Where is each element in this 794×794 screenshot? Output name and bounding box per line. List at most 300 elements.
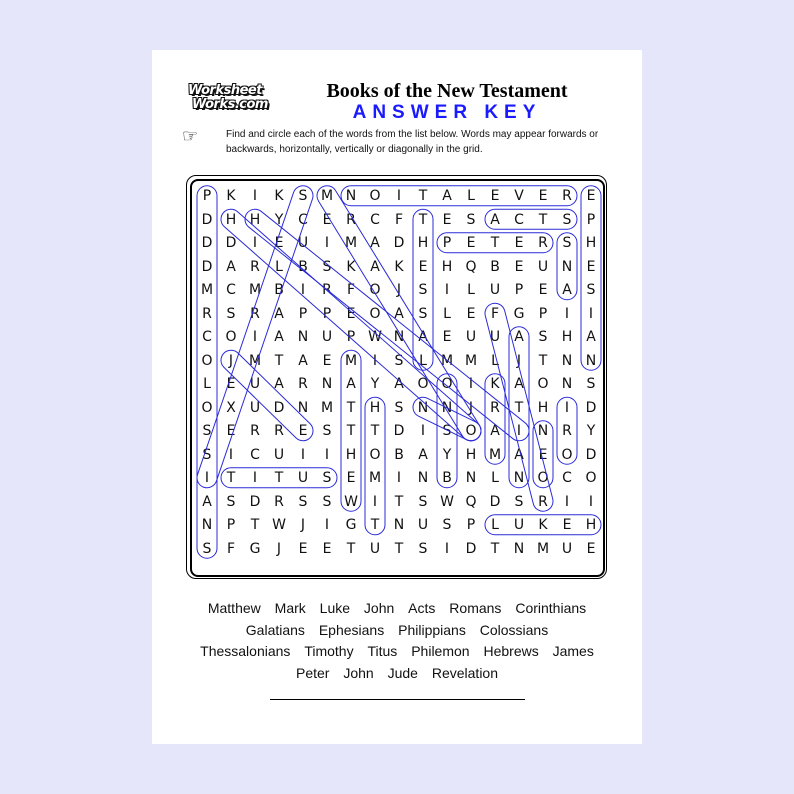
grid-cell: E <box>418 258 428 275</box>
grid-cell: A <box>490 423 500 439</box>
grid-cell: S <box>202 423 212 439</box>
grid-cell: R <box>298 376 308 392</box>
grid-cell: Y <box>442 446 452 463</box>
grid-cell: N <box>441 399 453 416</box>
grid-cell: X <box>226 399 236 416</box>
grid-cell: C <box>370 211 380 228</box>
grid-cell: S <box>466 211 476 228</box>
grid-cell: K <box>274 188 284 204</box>
grid-cell: U <box>297 470 309 486</box>
grid-cell: E <box>586 258 596 275</box>
grid-cell: I <box>372 352 378 369</box>
grid-cell: I <box>444 540 450 557</box>
grid-cell: T <box>394 540 404 557</box>
grid-cell: J <box>300 517 306 533</box>
grid-cell: L <box>467 188 475 204</box>
grid-cell: U <box>321 329 333 345</box>
logo-line-1: Worksheet <box>188 83 262 98</box>
word-list-item: Ephesians <box>318 621 385 638</box>
grid-cell: I <box>252 329 258 345</box>
grid-cell: E <box>346 470 356 486</box>
grid-cell: D <box>489 493 501 510</box>
grid-cell: R <box>562 423 572 439</box>
grid-cell: I <box>588 493 594 510</box>
grid-cell: R <box>250 423 260 439</box>
grid-cell: T <box>226 470 236 486</box>
grid-cell: D <box>273 399 285 416</box>
grid-cell: R <box>538 235 548 251</box>
grid-cell: S <box>202 446 212 463</box>
grid-cell: E <box>322 211 332 228</box>
grid-cell: L <box>491 352 499 369</box>
grid-cell: O <box>537 470 549 486</box>
grid-cell: O <box>441 376 453 392</box>
grid-cell: A <box>346 376 356 392</box>
grid-cell: Y <box>586 423 596 439</box>
grid-cell: T <box>250 517 260 533</box>
word-list-item: James <box>552 643 594 660</box>
grid-cell: H <box>585 517 597 533</box>
logo-line-2: Works.com <box>192 97 268 112</box>
grid-cell: U <box>249 399 261 416</box>
grid-cell: N <box>513 470 525 486</box>
grid-cell: E <box>490 188 500 204</box>
grid-cell: A <box>370 235 380 251</box>
word-list-item: Colossians <box>479 621 549 638</box>
grid-cell: P <box>586 211 596 228</box>
grid-cell: E <box>298 540 308 557</box>
grid-cell: F <box>226 540 236 557</box>
grid-cell: M <box>248 282 262 298</box>
word-list-item: John <box>363 600 395 616</box>
word-list-item: Peter <box>295 665 330 682</box>
grid-cell: W <box>440 493 454 510</box>
grid-cell: S <box>418 493 428 510</box>
grid-cell: O <box>369 282 381 298</box>
grid-cell: W <box>344 493 358 510</box>
grid-cell: H <box>585 235 597 251</box>
grid-cell: I <box>204 470 210 486</box>
grid-cell: T <box>274 352 284 369</box>
grid-cell: R <box>274 493 284 510</box>
grid-cell: E <box>514 235 524 251</box>
grid-cell: E <box>586 188 596 204</box>
grid-cell: N <box>393 517 405 533</box>
grid-cell: T <box>538 352 548 369</box>
grid-cell: N <box>417 470 429 486</box>
grid-cell: M <box>536 540 550 557</box>
grid-cell: P <box>466 517 476 533</box>
answer-line <box>270 699 525 700</box>
grid-cell: N <box>561 352 573 369</box>
grid-cell: E <box>226 376 236 392</box>
grid-cell: R <box>562 188 572 204</box>
grid-cell: O <box>201 352 213 369</box>
grid-cell: U <box>297 235 309 251</box>
grid-cell: E <box>466 305 476 322</box>
grid-cell: M <box>200 282 214 298</box>
grid-cell: C <box>514 211 524 228</box>
grid-cell: A <box>370 258 380 275</box>
grid-cell: S <box>202 540 212 557</box>
grid-cell: D <box>393 235 405 251</box>
grid-cell: N <box>201 517 213 533</box>
grid-cell: G <box>345 517 357 533</box>
grid-cell: I <box>324 517 330 533</box>
word-list-item: Acts <box>408 600 436 616</box>
grid-cell: O <box>417 376 429 392</box>
grid-cell: T <box>346 423 356 439</box>
grid-cell: E <box>562 517 572 533</box>
grid-cell: N <box>585 352 597 369</box>
grid-cell: U <box>489 329 501 345</box>
grid-cell: L <box>203 376 211 392</box>
grid-cell: T <box>370 517 380 533</box>
grid-cell: H <box>345 446 357 463</box>
grid-cell: I <box>468 376 474 392</box>
grid-cell: K <box>226 188 236 204</box>
grid-cell: J <box>516 352 522 369</box>
grid-cell: E <box>226 423 236 439</box>
grid-cell: S <box>514 493 524 510</box>
grid-cell: S <box>394 399 404 416</box>
word-list-item: Thessalonians <box>200 643 291 660</box>
grid-cell: I <box>444 282 450 298</box>
grid-cell: U <box>513 517 525 533</box>
word-list-item: Matthew <box>207 600 261 616</box>
word-list-item: Philippians <box>398 621 466 638</box>
grid-cell: O <box>369 446 381 463</box>
grid-cell: O <box>561 446 573 463</box>
grid-cell: P <box>346 329 356 345</box>
grid-cell: S <box>226 493 236 510</box>
grid-cell: E <box>346 305 356 322</box>
grid-cell: Y <box>370 376 380 392</box>
worksheet-page <box>152 50 642 744</box>
grid-cell: O <box>225 329 237 345</box>
grid-cell: R <box>346 211 356 228</box>
grid-cell: I <box>396 470 402 486</box>
grid-cell: O <box>537 376 549 392</box>
grid-cell: D <box>201 258 213 275</box>
word-list-item: Philemon <box>411 643 470 660</box>
grid-cell: I <box>564 493 570 510</box>
grid-cell: D <box>585 446 597 463</box>
grid-cell: A <box>394 376 404 392</box>
grid-cell: E <box>586 540 596 557</box>
grid-cell: E <box>442 329 452 345</box>
grid-cell: I <box>588 305 594 322</box>
grid-cell: I <box>372 493 378 510</box>
grid-cell: I <box>300 446 306 463</box>
grid-cell: T <box>538 211 548 228</box>
grid-cell: T <box>394 493 404 510</box>
grid-cell: I <box>564 399 570 416</box>
grid-cell: R <box>250 305 260 322</box>
grid-cell: T <box>490 540 500 557</box>
grid-cell: E <box>274 235 284 251</box>
grid-cell: A <box>274 305 284 322</box>
grid-cell: D <box>465 540 477 557</box>
word-list-item: Timothy <box>304 643 354 660</box>
grid-cell: R <box>538 493 548 510</box>
grid-cell: S <box>442 517 452 533</box>
grid-cell: M <box>320 188 334 204</box>
grid-cell: D <box>249 493 261 510</box>
grid-cell: P <box>514 282 524 298</box>
grid-cell: N <box>417 399 429 416</box>
grid-cell: D <box>585 399 597 416</box>
grid-cell: A <box>418 329 428 345</box>
grid-cell: K <box>346 258 356 275</box>
grid-cell: E <box>322 352 332 369</box>
grid-cell: Q <box>465 258 477 275</box>
grid-cell: N <box>561 258 573 275</box>
grid-cell: S <box>442 423 452 439</box>
grid-cell: K <box>394 258 404 275</box>
grid-cell: S <box>418 305 428 322</box>
grid-cell: S <box>322 493 332 510</box>
grid-cell: P <box>298 305 308 322</box>
grid-cell: E <box>298 423 308 439</box>
grid-cell: I <box>300 282 306 298</box>
grid-cell: U <box>489 282 501 298</box>
grid-cell: H <box>249 211 261 228</box>
grid-cell: H <box>417 235 429 251</box>
grid-cell: M <box>464 352 478 369</box>
grid-cell: U <box>417 517 429 533</box>
grid-cell: I <box>516 423 522 439</box>
grid-cell: N <box>513 540 525 557</box>
grid-cell: A <box>514 446 524 463</box>
grid-cell: G <box>249 540 261 557</box>
grid-cell: L <box>443 305 451 322</box>
grid-cell: I <box>252 470 258 486</box>
grid-cell: A <box>562 282 572 298</box>
grid-cell: I <box>324 235 330 251</box>
grid-cell: O <box>369 188 381 204</box>
grid-cell: C <box>250 446 260 463</box>
grid-cell: N <box>297 399 309 416</box>
grid-cell: B <box>274 282 284 298</box>
grid-cell: P <box>322 305 332 322</box>
instructions-text: Find and circle each of the words from the list below. Words may appear forwards or backwards, horizontally, vertically or diagonally in the grid. <box>226 129 599 155</box>
grid-cell: N <box>561 376 573 392</box>
grid-cell: A <box>418 446 428 463</box>
grid-cell: U <box>369 540 381 557</box>
answer-key-heading: ANSWER KEY <box>352 102 542 123</box>
word-list-item: Titus <box>367 643 398 660</box>
grid-cell: H <box>561 329 573 345</box>
grid-cell: I <box>228 446 234 463</box>
grid-cell: Y <box>274 211 284 228</box>
grid-cell: J <box>276 540 282 557</box>
grid-cell: E <box>514 258 524 275</box>
grid-cell: M <box>344 235 358 251</box>
grid-cell: L <box>275 258 283 275</box>
grid-cell: I <box>252 188 258 204</box>
page-title: Books of the New Testament <box>326 80 568 102</box>
grid-cell: T <box>274 470 284 486</box>
grid-cell: B <box>442 470 452 486</box>
grid-cell: I <box>420 423 426 439</box>
word-list-item: Galatians <box>245 621 305 638</box>
grid-cell: M <box>320 399 334 416</box>
grid-cell: A <box>298 352 308 369</box>
grid-cell: S <box>322 258 332 275</box>
grid-cell: S <box>298 188 308 204</box>
grid-cell: B <box>298 258 308 275</box>
grid-cell: T <box>418 211 428 228</box>
word-list-item: Hebrews <box>483 643 539 660</box>
grid-cell: J <box>468 399 474 416</box>
grid-cell: A <box>442 188 452 204</box>
grid-cell: B <box>394 446 404 463</box>
grid-cell: R <box>322 282 332 298</box>
grid-cell: N <box>393 329 405 345</box>
grid-cell: U <box>249 376 261 392</box>
grid-cell: O <box>201 399 213 416</box>
grid-cell: A <box>490 211 500 228</box>
grid-cell: S <box>562 211 572 228</box>
grid-cell: S <box>418 540 428 557</box>
grid-cell: T <box>514 399 524 416</box>
grid-cell: H <box>369 399 381 416</box>
grid-cell: C <box>226 282 236 298</box>
grid-cell: D <box>225 235 237 251</box>
grid-cell: E <box>538 282 548 298</box>
grid-cell: O <box>465 423 477 439</box>
word-list-item: Mark <box>274 600 306 616</box>
word-list-item: John <box>343 665 374 682</box>
grid-cell: L <box>419 352 427 369</box>
word-search-grid <box>195 184 603 564</box>
grid-cell: E <box>538 446 548 463</box>
grid-cell: H <box>225 211 237 228</box>
word-list-item: Corinthians <box>515 600 587 616</box>
grid-cell: E <box>322 540 332 557</box>
grid-cell: R <box>274 423 284 439</box>
grid-cell: P <box>442 235 452 251</box>
grid-cell: S <box>298 493 308 510</box>
grid-cell: R <box>490 399 500 416</box>
grid-cell: P <box>226 517 236 533</box>
grid-cell: A <box>514 376 524 392</box>
grid-cell: B <box>490 258 500 275</box>
grid-cell: A <box>514 329 524 345</box>
grid-cell: R <box>250 258 260 275</box>
grid-cell: K <box>490 376 500 392</box>
grid-cell: S <box>394 352 404 369</box>
word-list-item: Jude <box>387 665 418 682</box>
word-list-item: Romans <box>449 600 502 616</box>
grid-cell: S <box>586 282 596 298</box>
word-list-item: Revelation <box>431 665 498 682</box>
grid-cell: A <box>274 329 284 345</box>
grid-cell: C <box>202 329 212 345</box>
worksheetworks-logo <box>186 82 276 124</box>
grid-cell: E <box>442 211 452 228</box>
grid-cell: H <box>465 446 477 463</box>
grid-cell: A <box>226 258 236 275</box>
grid-cell: C <box>562 470 572 486</box>
grid-cell: A <box>274 376 284 392</box>
grid-cell: A <box>586 329 596 345</box>
grid-cell: S <box>538 329 548 345</box>
grid-cell: S <box>562 235 572 251</box>
grid-cell: D <box>201 211 213 228</box>
grid-cell: D <box>393 423 405 439</box>
grid-cell: F <box>346 282 356 298</box>
grid-cell: E <box>538 188 548 204</box>
pointing-hand-icon: ☞ <box>182 126 199 146</box>
grid-cell: J <box>396 282 402 298</box>
grid-cell: S <box>418 282 428 298</box>
grid-cell: R <box>202 305 212 322</box>
grid-cell: T <box>346 399 356 416</box>
grid-cell: U <box>537 258 549 275</box>
grid-cell: L <box>491 470 499 486</box>
word-list <box>172 598 622 685</box>
grid-cell: I <box>396 188 402 204</box>
grid-cell: M <box>368 470 382 486</box>
grid-cell: A <box>394 305 404 322</box>
grid-cell: N <box>537 423 549 439</box>
grid-cell: T <box>346 540 356 557</box>
grid-cell: N <box>321 376 333 392</box>
grid-cell: S <box>322 423 332 439</box>
grid-cell: I <box>324 446 330 463</box>
grid-cell: N <box>297 329 309 345</box>
grid-cell: W <box>272 517 286 533</box>
grid-cell: C <box>298 211 308 228</box>
word-list-item: Luke <box>319 600 351 616</box>
grid-cell: H <box>441 258 453 275</box>
grid-cell: D <box>201 235 213 251</box>
grid-cell: N <box>345 188 357 204</box>
grid-cell: E <box>466 235 476 251</box>
grid-cell: U <box>465 329 477 345</box>
grid-cell: T <box>370 423 380 439</box>
grid-cell: P <box>538 305 548 322</box>
grid-cell: W <box>368 329 382 345</box>
grid-cell: K <box>538 517 548 533</box>
grid-cell: S <box>586 376 596 392</box>
grid-cell: A <box>202 493 212 510</box>
grid-cell: O <box>585 470 597 486</box>
grid-cell: S <box>226 305 236 322</box>
grid-cell: T <box>418 188 428 204</box>
grid-cell: N <box>465 470 477 486</box>
grid-cell: V <box>514 188 524 204</box>
grid-cell: Q <box>465 493 477 510</box>
grid-cell: O <box>369 305 381 322</box>
grid-cell: M <box>248 352 262 369</box>
grid-cell: J <box>228 352 234 369</box>
grid-cell: F <box>490 305 500 322</box>
grid-cell: P <box>202 188 212 204</box>
grid-cell: S <box>322 470 332 486</box>
grid-cell: U <box>273 446 285 463</box>
grid-cell: L <box>491 517 499 533</box>
grid-cell: M <box>344 352 358 369</box>
grid-cell: H <box>537 399 549 416</box>
grid-cell: U <box>561 540 573 557</box>
grid-cell: F <box>394 211 404 228</box>
grid-cell: M <box>488 446 502 463</box>
grid-cell: I <box>252 235 258 251</box>
grid-cell: L <box>467 282 475 298</box>
